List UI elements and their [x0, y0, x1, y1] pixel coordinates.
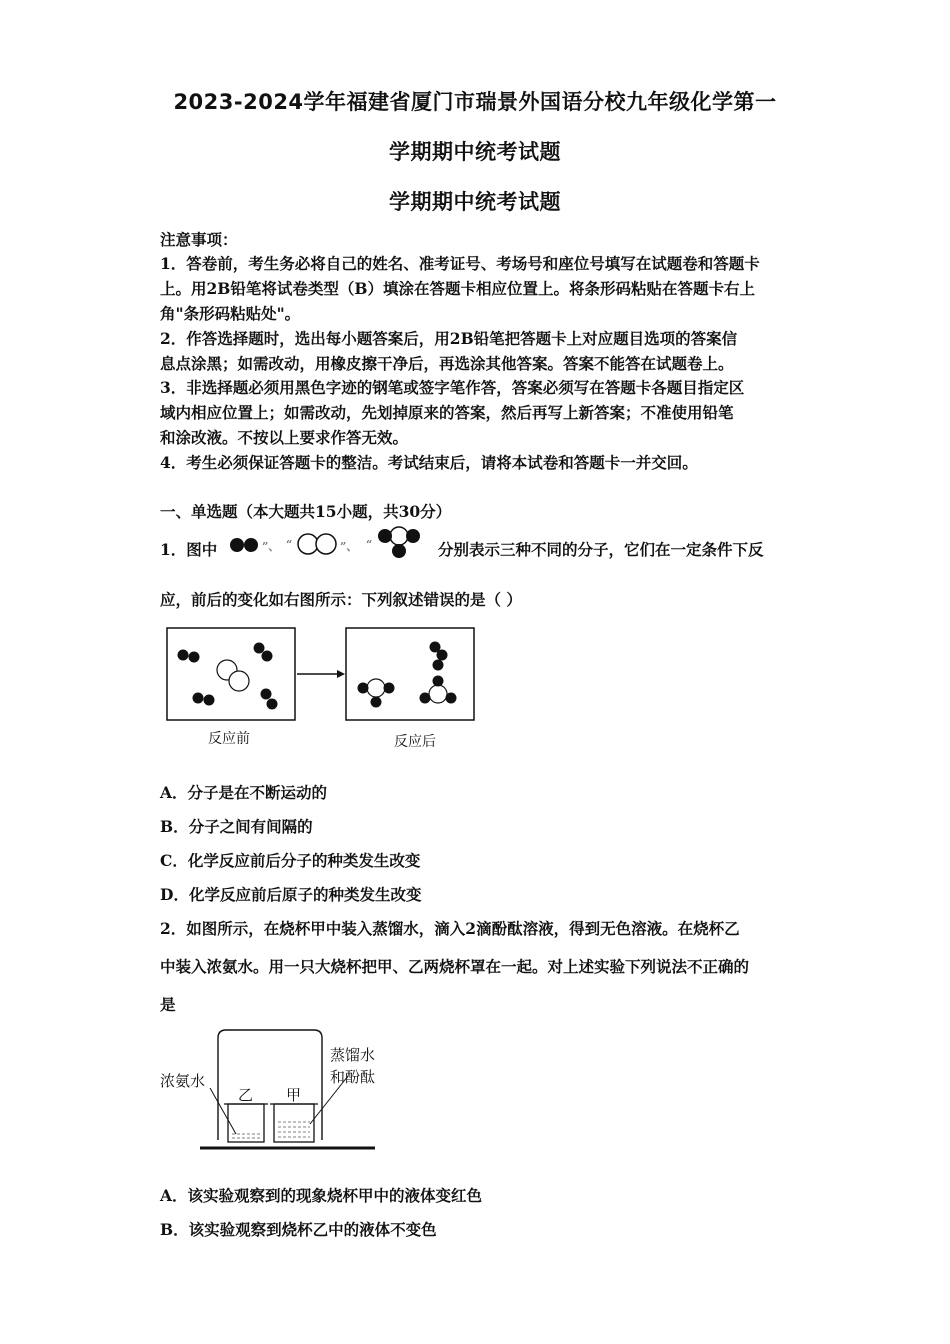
label-before: 反应前: [208, 731, 250, 747]
after-box: [346, 628, 474, 720]
white-diatomic-molecule-icon: [295, 530, 339, 558]
notice-heading: 注意事项：: [160, 230, 238, 249]
page-title-line1: 2023-2024学年福建省厦门市瑞景外国语分校九年级化学第一: [173, 90, 777, 114]
question-1-sep1: ”、: [262, 540, 280, 553]
label-phenolphthalein: 和酚酞: [330, 1068, 376, 1086]
notice-line: 域内相应位置上；如需改动，先划掉原来的答案，然后再写上新答案；不准使用铅笔: [160, 403, 734, 422]
option-d[interactable]: D．化学反应前后原子的种类发生改变: [160, 885, 422, 904]
black-diatomic-molecule-icon: [226, 534, 266, 556]
question-1-prefix: 1．图中: [160, 540, 218, 559]
option-c[interactable]: C．化学反应前后分子的种类发生改变: [160, 851, 421, 870]
notice-line: 4．考生必须保证答题卡的整洁。考试结束后，请将本试卷和答题卡一并交回。: [160, 453, 698, 472]
section-heading: 一、单选题（本大题共15小题，共30分）: [160, 502, 452, 521]
notice-line: 和涂改液。不按以上要求作答无效。: [160, 428, 409, 447]
option-b[interactable]: B．该实验观察到烧杯乙中的液体不变色: [160, 1220, 437, 1239]
notice-line: 上。用2B铅笔将试卷类型（B）填涂在答题卡相应位置上。将条形码粘贴在答题卡右上: [160, 279, 755, 298]
label-yi: 乙: [238, 1086, 254, 1104]
question-2-line1: 2．如图所示，在烧杯甲中装入蒸馏水，滴入2滴酚酞溶液，得到无色溶液。在烧杯乙: [160, 919, 740, 938]
label-ammonia: 浓氨水: [160, 1072, 206, 1090]
question-1-line2: 应，前后的变化如右图所示：下列叙述错误的是（ ）: [160, 590, 522, 609]
notice-line: 角"条形码粘贴处"。: [160, 304, 301, 323]
notice-line: 3．非选择题必须用黑色字迹的钢笔或签字笔作答，答案必须写在答题卡各题目指定区: [160, 378, 745, 397]
label-distilled-water: 蒸馏水: [330, 1046, 376, 1064]
notice-line: 息点涂黑；如需改动，用橡皮擦干净后，再选涂其他答案。答案不能答在试题卷上。: [160, 354, 734, 373]
arrow-head-icon: [337, 670, 345, 678]
beaker-jia-icon: [274, 1104, 314, 1142]
question-2-line2: 中装入浓氨水。用一只大烧杯把甲、乙两烧杯罩在一起。对上述实验下列说法不正确的: [160, 957, 750, 976]
question-2-line3: 是: [160, 995, 176, 1014]
page-title-line3: 学期期中统考试题: [389, 190, 561, 214]
page-title-line2: 学期期中统考试题: [389, 140, 561, 164]
question-1-sep2: ”、: [340, 540, 358, 553]
notice-line: 1．答卷前，考生务必将自己的姓名、准考证号、考场号和座位号填写在试题卷和答题卡: [160, 254, 760, 273]
question-1-suffix: 分别表示三种不同的分子，它们在一定条件下反: [438, 540, 764, 559]
notice-line: 2．作答选择题时，选出每小题答案后，用2B铅笔把答题卡上对应题目选项的答案信: [160, 329, 738, 348]
option-a[interactable]: A．该实验观察到的现象烧杯甲中的液体变红色: [160, 1186, 483, 1205]
triatomic-molecule-icon: [376, 522, 422, 560]
question-1-quote3: “: [366, 538, 373, 551]
question-1-quote2: “: [286, 538, 293, 551]
black-diatomic-molecule-icon: [433, 660, 444, 671]
label-jia: 甲: [286, 1086, 302, 1104]
label-after: 反应后: [394, 734, 436, 750]
beaker-yi-icon: [228, 1104, 264, 1142]
option-a[interactable]: A．分子是在不断运动的: [160, 783, 328, 802]
option-b[interactable]: B．分子之间有间隔的: [160, 817, 313, 836]
